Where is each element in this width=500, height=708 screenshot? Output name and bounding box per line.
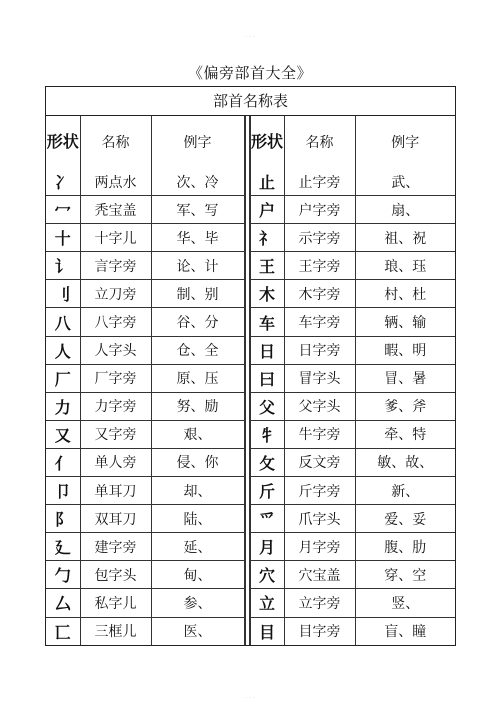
table-row [46,617,244,645]
radical-name-cell: 建字旁 [80,533,151,561]
radical-name-cell: 单耳刀 [80,477,151,505]
example-chars-cell: 华、毕 [151,224,244,252]
table-row [46,364,244,392]
table-row [46,168,244,196]
radical-name-cell: 车字旁 [284,308,355,336]
radical-form-cell: 力 [46,392,80,420]
example-chars-cell: 武、 [355,168,455,196]
radical-name-cell: 人字头 [80,336,151,364]
radical-name-cell: 包字头 [80,561,151,589]
radical-name-cell: 日字旁 [284,336,355,364]
example-chars-cell: 却、 [151,477,244,505]
example-chars-cell: 爱、妥 [355,505,455,533]
radical-form-cell: 户 [250,196,284,224]
example-chars-cell: 陆、 [151,505,244,533]
radical-name-cell: 示字旁 [284,224,355,252]
table-row [250,505,455,533]
table-row [46,392,244,420]
table-row [250,196,455,224]
example-chars-cell: 谷、分 [151,308,244,336]
example-chars-cell: 制、别 [151,280,244,308]
radical-name-cell: 立刀旁 [80,280,151,308]
radical-name-cell: 双耳刀 [80,505,151,533]
example-chars-cell: 爹、斧 [355,392,455,420]
radical-name-cell: 止字旁 [284,168,355,196]
radical-name-cell: 反文旁 [284,448,355,476]
radical-name-cell: 斤字旁 [284,477,355,505]
radical-name-cell: 又字旁 [80,420,151,448]
radical-form-cell: 阝 [46,505,80,533]
table-row [250,617,455,645]
radical-form-cell: 月 [250,533,284,561]
radical-name-cell: 八字旁 [80,308,151,336]
table-row [250,308,455,336]
radical-form-cell: 厂 [46,364,80,392]
table-row [46,448,244,476]
radical-form-cell: 亻 [46,448,80,476]
example-chars-cell: 仓、全 [151,336,244,364]
radical-form-cell: 廴 [46,533,80,561]
table-row [46,280,244,308]
radical-form-cell: 目 [250,617,284,645]
table-row [250,336,455,364]
radical-name-cell: 木字旁 [284,280,355,308]
radical-name-cell: 月字旁 [284,533,355,561]
example-chars-cell: 腹、肋 [355,533,455,561]
example-chars-cell: 暇、明 [355,336,455,364]
radical-form-cell: 日 [250,336,284,364]
table-row [46,308,244,336]
table-row [250,477,455,505]
radical-form-cell: 又 [46,420,80,448]
radical-name-cell: 穴宝盖 [284,561,355,589]
table-row [250,420,455,448]
radical-form-cell: 八 [46,308,80,336]
table-row [46,477,244,505]
table-row [46,533,244,561]
example-chars-cell: 侵、你 [151,448,244,476]
radical-form-cell: 冖 [46,196,80,224]
radical-name-cell: 力字旁 [80,392,151,420]
table-row [250,589,455,617]
document-title: 《偏旁部首大全》 [187,64,312,82]
table-row [46,561,244,589]
radical-name-cell: 两点水 [80,168,151,196]
example-chars-cell: 延、 [151,533,244,561]
radical-form-cell: 卩 [46,477,80,505]
radical-form-cell: 匸 [46,617,80,645]
example-chars-cell: 原、压 [151,364,244,392]
radical-form-cell: 曰 [250,364,284,392]
radical-name-cell: 厂字旁 [80,364,151,392]
radical-form-cell: 讠 [46,252,80,280]
radical-name-cell: 立字旁 [284,589,355,617]
example-chars-cell: 艰、 [151,420,244,448]
header-row [250,116,455,168]
header-form: 形状 [46,116,80,168]
example-chars-cell: 军、写 [151,196,244,224]
example-chars-cell: 次、冷 [151,168,244,196]
table-row [250,280,455,308]
radical-name-cell: 爪字头 [284,505,355,533]
table-row [250,561,455,589]
example-chars-cell: 竖、 [355,589,455,617]
radical-form-cell: 止 [250,168,284,196]
radical-name-cell: 三框儿 [80,617,151,645]
table-row [46,505,244,533]
table-row [250,448,455,476]
radical-form-cell: 勹 [46,561,80,589]
right-radical-table [250,116,456,645]
radical-form-cell: 冫 [46,168,80,196]
example-chars-cell: 努、励 [151,392,244,420]
table-row [46,196,244,224]
table-row [46,252,244,280]
header-watermark: · · · [245,34,255,41]
header-name: 名称 [284,116,355,168]
radical-form-cell: 人 [46,336,80,364]
header-example: 例字 [151,116,244,168]
example-chars-cell: 牵、特 [355,420,455,448]
radical-form-cell: 爫 [250,505,284,533]
example-chars-cell: 盲、瞳 [355,617,455,645]
table-row [250,168,455,196]
radical-name-cell: 王字旁 [284,252,355,280]
example-chars-cell: 论、计 [151,252,244,280]
radical-form-cell: 木 [250,280,284,308]
example-chars-cell: 扇、 [355,196,455,224]
header-form: 形状 [250,116,284,168]
left-radical-table [46,116,245,645]
header-example: 例字 [355,116,455,168]
radical-form-cell: 牜 [250,420,284,448]
example-chars-cell: 祖、祝 [355,224,455,252]
header-name: 名称 [80,116,151,168]
example-chars-cell: 参、 [151,589,244,617]
table-row [46,336,244,364]
table-row [250,392,455,420]
table-row [46,589,244,617]
example-chars-cell: 冒、暑 [355,364,455,392]
radical-name-cell: 单人旁 [80,448,151,476]
example-chars-cell: 村、杜 [355,280,455,308]
radical-form-cell: 厶 [46,589,80,617]
table-row [250,533,455,561]
example-chars-cell: 琅、珏 [355,252,455,280]
radical-form-cell: 十 [46,224,80,252]
radical-form-cell: 立 [250,589,284,617]
radical-form-cell: 斤 [250,477,284,505]
table-row [46,420,244,448]
radical-form-cell: 刂 [46,280,80,308]
radical-name-cell: 目字旁 [284,617,355,645]
radical-form-cell: 车 [250,308,284,336]
example-chars-cell: 甸、 [151,561,244,589]
radical-name-cell: 父字头 [284,392,355,420]
radical-form-cell: 王 [250,252,284,280]
radical-name-cell: 冒字头 [284,364,355,392]
radical-name-cell: 牛字旁 [284,420,355,448]
example-chars-cell: 敏、故、 [355,448,455,476]
header-row [46,116,244,168]
table-row [250,364,455,392]
radical-name-cell: 言字旁 [80,252,151,280]
radical-name-cell: 私字儿 [80,589,151,617]
table-row [250,224,455,252]
footer-watermark: · · · [245,695,255,702]
radical-name-cell: 秃宝盖 [80,196,151,224]
radical-form-cell: 父 [250,392,284,420]
radical-form-cell: 礻 [250,224,284,252]
radical-name-table [45,86,456,646]
example-chars-cell: 新、 [355,477,455,505]
table-row [250,252,455,280]
radical-form-cell: 穴 [250,561,284,589]
example-chars-cell: 医、 [151,617,244,645]
radical-name-cell: 户字旁 [284,196,355,224]
radical-name-cell: 十字儿 [80,224,151,252]
table-row [46,224,244,252]
radical-form-cell: 攵 [250,448,284,476]
example-chars-cell: 辆、输 [355,308,455,336]
table-title: 部首名称表 [46,87,455,116]
example-chars-cell: 穿、空 [355,561,455,589]
table-grid [46,116,455,645]
